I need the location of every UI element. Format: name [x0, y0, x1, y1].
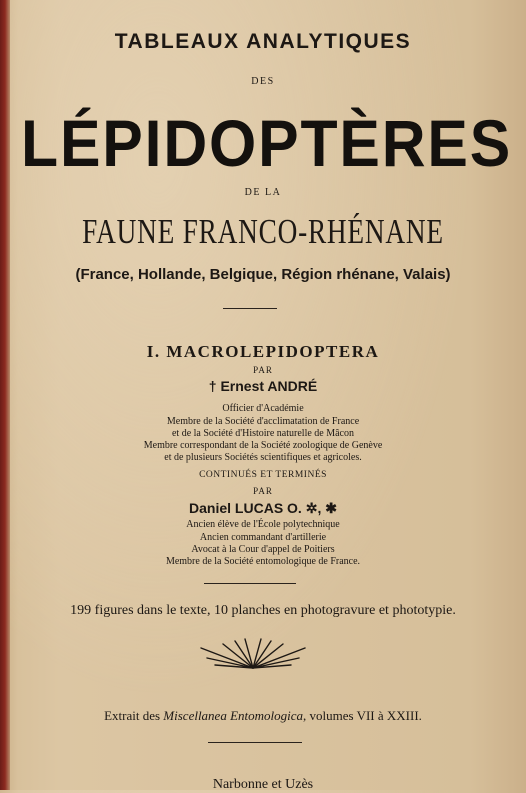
author-name: † Ernest ANDRÉ — [208, 378, 318, 394]
divider-rule — [223, 308, 277, 309]
figures-note: 199 figures dans le texte, 10 planches en photogravure et phototypie. — [70, 603, 456, 618]
divider-rule-2 — [204, 583, 296, 584]
subtitle-faune: FAUNE FRANCO-RHÉNANE — [82, 212, 444, 251]
series-title: TABLEAUX ANALYTIQUES — [114, 30, 412, 53]
author2-title-line: Ancien commandant d'artillerie — [199, 532, 327, 543]
section-title: I. MACROLEPIDOPTERA — [146, 342, 380, 361]
author2-title-line: Membre de la Société entomologique de France. — [165, 556, 361, 567]
journal-name: Miscellanea Entomologica — [163, 708, 304, 723]
de-la-text: DE LA — [244, 187, 282, 198]
fleuron-ornament-icon — [193, 638, 313, 672]
par-text: PAR — [253, 365, 273, 375]
author-title-line: Membre de la Société d'acclimatation de France — [166, 416, 360, 427]
continued-text: CONTINUÉS ET TERMINÉS — [199, 470, 327, 480]
regions-text: (France, Hollande, Belgique, Région rhénane, Valais) — [75, 266, 451, 283]
divider-rule-3 — [208, 742, 302, 743]
author-title-line: et de la Société d'Histoire naturelle de Mâcon — [171, 428, 354, 439]
des-text: DES — [251, 76, 275, 87]
publication-place: Narbonne et Uzès — [212, 777, 314, 792]
main-title: LÉPIDOPTÈRES — [21, 106, 513, 180]
author2-title-line: Ancien élève de l'École polytechnique — [186, 519, 340, 530]
author-title-line: Officier d'Académie — [222, 403, 304, 414]
book-binding-edge — [0, 0, 10, 790]
author-title-line: et de plusieurs Sociétés scientifiques et agricoles. — [164, 452, 362, 463]
author-title-line: Membre correspondant de la Société zoologique de Genève — [143, 440, 383, 451]
author-name-2: Daniel LUCAS O. ✲, ✱ — [189, 500, 337, 516]
author2-title-line: Avocat à la Cour d'appel de Poitiers — [191, 544, 335, 555]
par-text-2: PAR — [253, 486, 273, 496]
extract-note: Extrait des Miscellanea Entomologica, volumes VII à XXIII. — [104, 708, 422, 723]
